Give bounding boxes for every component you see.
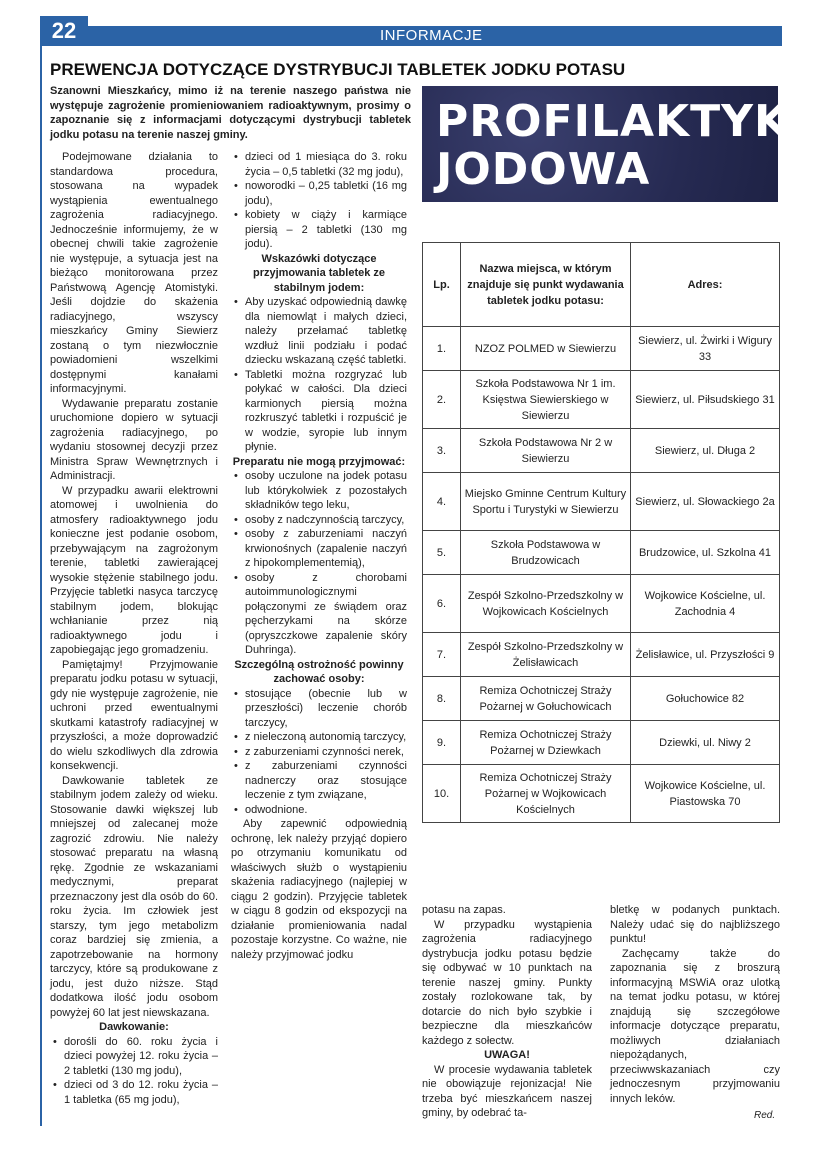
list-item: • z nieleczoną autonomią tarczycy,	[245, 730, 407, 745]
place-cell: NZOZ POLMED w Siewierzu	[461, 327, 631, 371]
banner-line-2: JODOWA	[436, 144, 651, 195]
table-row	[423, 765, 780, 823]
lp-cell: 10.	[423, 765, 461, 823]
paragraph: Dawkowanie tabletek ze stabilnym jodem zależy od wieku. Stosowanie dawki większej lub mniejszej od zalecanej może zagrozić zdrowiu. Nie należy stosować preparatu na własną rękę. Zgodnie ze wskazaniami medycznymi, preparat przeznaczony jest dla osób do 60. roku życia. Im człowiek jest starszy, tym jego metabolizm coraz bardziej się zmienia, a zapotrzebowanie na hormony tarczycy, które są produkowane z jodu, jest dużo niższe. Stąd dodatkowa ilość jodu osobom powyżej 60 lat jest niewskazana.	[50, 774, 218, 1019]
list-item: • z zaburzeniami czynności nerek,	[245, 745, 407, 760]
paragraph: Pamiętajmy! Przyjmowanie preparatu jodku potasu w sytuacji, gdy nie występuje zagrożenie, nie uchroni przed ewentualnymi skutkami katastrofy radiacyjnej w przyszłości, a może doprowadzić do wielu szkodliwych dla zdrowia konsekwencji.	[50, 658, 218, 772]
paragraph: Zachęcamy także do zapoznania się z broszurą informacyjną MSWiA oraz ulotką na temat jodku potasu, w której znajdują się szczegółowe informacje dotyczące preparatu, możliwych działaniach niepożądanych, przeciwwskazaniach czy jednoczesnym przyjmowaniu innych leków.	[610, 947, 780, 1105]
page-number: 22	[40, 16, 88, 46]
left-margin-rule	[40, 46, 42, 1126]
dosage-heading: Dawkowanie:	[99, 1021, 169, 1033]
lp-cell: 9.	[423, 721, 461, 765]
place-cell: Zespół Szkolno-Przedszkolny w Wojkowicach Kościelnych	[461, 575, 631, 633]
list-item: • z zaburzeniami czynności nadnerczy oraz stosujące leczenie z tym związane,	[245, 759, 407, 803]
paragraph: W przypadku awarii elektrowni atomowej i uwolnienia do atmosfery radioaktywnego jodu konieczne jest podanie osobom, przebywającym na zagrożonym terenie, tabletki zawierającej wysokie stężenie stabilnego jodu. Przyjęcie tabletki nasyca tarczycę stabilnym jodem, blokując wchłanianie przez nią radioaktywnego jodu i zapobiegając jego gromadzeniu.	[50, 484, 218, 656]
dosage-list	[50, 1035, 218, 1108]
table-row	[423, 575, 780, 633]
list-item: • kobiety w ciąży i karmiące piersią – 2 tabletki (130 mg jodu).	[245, 208, 407, 252]
place-cell: Szkoła Podstawowa Nr 2 w Siewierzu	[461, 429, 631, 473]
caution-heading: Szczególną ostrożność powinny zachować osoby:	[234, 658, 404, 685]
paragraph: Aby zapewnić odpowiednią ochronę, lek należy przyjąć dopiero po otrzymaniu komunikatu od właściwych służb o wystąpieniu skażenia radiacyjnego (najlepiej w ciągu 2 godzin). Przyjęcie tabletek w ciągu 8 godzin od ekspozycji na działanie promieniowania nadal pozostaje korzystne. Co ważne, nie należy przyjmować jodku	[231, 818, 407, 961]
place-cell: Remiza Ochotniczej Straży Pożarnej w Dziewkach	[461, 721, 631, 765]
address-cell: Siewierz, ul. Żwirki i Wigury 33	[631, 327, 780, 371]
address-cell: Brudzowice, ul. Szkolna 41	[631, 531, 780, 575]
list-item: • noworodki – 0,25 tabletki (16 mg jodu),	[245, 179, 407, 208]
lp-cell: 5.	[423, 531, 461, 575]
contraindications-list	[231, 469, 407, 658]
address-cell: Wojkowice Kościelne, ul. Piastowska 70	[631, 765, 780, 823]
lp-cell: 8.	[423, 677, 461, 721]
table-row	[423, 531, 780, 575]
lp-cell: 4.	[423, 473, 461, 531]
place-cell: Zespół Szkolno-Przedszkolny w Żelisławicach	[461, 633, 631, 677]
lp-cell: 7.	[423, 633, 461, 677]
paragraph: W przypadku wystąpienia zagrożenia radiacyjnego dystrybucja jodku potasu będzie się odbywać w 10 punktach na terenie naszej gminy. Punkty zostały rozlokowane tak, by dotarcie do nich było szybkie i bezpieczne dla mieszkańców każdego z sołectw.	[422, 918, 592, 1047]
list-item: • osoby uczulone na jodek potasu lub którykolwiek z pozostałych składników tego leku,	[245, 469, 407, 513]
lp-cell: 6.	[423, 575, 461, 633]
list-item: • Tabletki można rozgryzać lub połykać w całości. Dla dzieci karmionych piersią można rozkruszyć tabletki i rozpuścić je w wodzie, syropie lub innym płynie.	[245, 368, 407, 455]
address-cell: Siewierz, ul. Piłsudskiego 31	[631, 371, 780, 429]
place-cell: Szkoła Podstawowa Nr 1 im. Księstwa Siewierskiego w Siewierzu	[461, 371, 631, 429]
warning-heading: UWAGA!	[484, 1049, 530, 1061]
list-item: • osoby z zaburzeniami naczyń krwionośnych (zapalenie naczyń z hipokomplementemią),	[245, 527, 407, 571]
table-row	[423, 327, 780, 371]
list-item: • osoby z chorobami autoimmunologicznymi połączonymi ze świądem oraz pęcherzykami na skórze (opryszczkowe zapalenie skóry Duhringa).	[245, 571, 407, 658]
list-item: • dzieci od 1 miesiąca do 3. roku życia – 0,5 tabletki (32 mg jodu),	[245, 150, 407, 179]
header-lp: Lp.	[423, 243, 461, 327]
paragraph: potasu na zapas.	[422, 904, 506, 916]
guidelines-heading: Wskazówki dotyczące przyjmowania tabletek ze stabilnym jodem:	[252, 252, 386, 294]
article-column-1	[50, 150, 218, 1107]
table-row	[423, 677, 780, 721]
table-row	[423, 473, 780, 531]
article-lead: Szanowni Mieszkańcy, mimo iż na terenie naszego państwa nie występuje zagrożenie promieniowaniem radioaktywnym, prosimy o zapoznanie się z informacjami dotyczącymi dystrybucji tabletek jodku potasu na terenie naszej gminy.	[50, 85, 411, 141]
place-cell: Szkoła Podstawowa w Brudzowicach	[461, 531, 631, 575]
table-row	[423, 633, 780, 677]
paragraph: Podejmowane działania to standardowa procedura, stosowana na wypadek wystąpienia ewentualnego zagrożenia radiacyjnego. Jednocześnie informujemy, że w obecnej chwili takie zagrożenie nie występuje, a sytuacja jest na bieżąco monitorowana przez Państwową Agencję Atomistyki. Jeśli dojdzie do skażenia radiacyjnego, wszyscy mieszkańcy Gminy Siewierz zostaną o tym niezwłocznie powiadomieni wszelkimi dostępnymi kanałami informacyjnymi.	[50, 151, 218, 395]
address-cell: Żelisławice, ul. Przyszłości 9	[631, 633, 780, 677]
lp-cell: 1.	[423, 327, 461, 371]
list-item: • dorośli do 60. roku życia i dzieci powyżej 12. roku życia – 2 tabletki (130 mg jodu),	[64, 1035, 218, 1079]
profilaktyka-banner	[422, 86, 825, 202]
header-place: Nazwa miejsca, w którym znajduje się punkt wydawania tabletek jodku potasu:	[461, 243, 631, 327]
place-cell: Remiza Ochotniczej Straży Pożarnej w Wojkowicach Kościelnych	[461, 765, 631, 823]
paragraph: W procesie wydawania tabletek nie obowiązuje rejonizacja! Nie trzeba być mieszkańcem naszej gminy, by odebrać ta-	[422, 1063, 592, 1119]
place-cell: Remiza Ochotniczej Straży Pożarnej w Gołuchowicach	[461, 677, 631, 721]
list-item: • osoby z nadczynnością tarczycy,	[245, 513, 407, 528]
list-item: • Aby uzyskać odpowiednią dawkę dla niemowląt i małych dzieci, należy przełamać tabletkę wzdłuż linii podziału i podać dziecku wskazaną część tabletki.	[245, 295, 407, 368]
paragraph: bletkę w podanych punktach. Należy udać się do najbliższego punktu!	[610, 904, 780, 945]
article-column-3	[422, 903, 592, 1121]
banner-line-1: PROFILAKTYKA	[436, 96, 825, 147]
distribution-points-table	[422, 242, 780, 823]
guidelines-list	[231, 295, 407, 455]
article-title: PREWENCJA DOTYCZĄCE DYSTRYBUCJI TABLETEK JODKU POTASU	[50, 60, 626, 79]
article-column-2	[231, 150, 407, 962]
address-cell: Dziewki, ul. Niwy 2	[631, 721, 780, 765]
dosage-list-continued	[231, 150, 407, 252]
address-cell: Gołuchowice 82	[631, 677, 780, 721]
list-item: • odwodnione.	[245, 803, 407, 818]
address-cell: Wojkowice Kościelne, ul. Zachodnia 4	[631, 575, 780, 633]
article-column-4	[610, 903, 780, 1106]
place-cell: Miejsko Gminne Centrum Kultury Sportu i Turystyki w Siewierzu	[461, 473, 631, 531]
contraindications-heading: Preparatu nie mogą przyjmować:	[232, 455, 406, 468]
table-row	[423, 371, 780, 429]
address-cell: Siewierz, ul. Słowackiego 2a	[631, 473, 780, 531]
address-cell: Siewierz, ul. Długa 2	[631, 429, 780, 473]
table-header-row	[423, 243, 780, 327]
editorial-signature: Red.	[754, 1110, 776, 1121]
paragraph: Wydawanie preparatu zostanie uruchomione dopiero w sytuacji zagrożenia radiacyjnego, po wydaniu stosownej decyzji przez Ministra Spraw Wewnętrznych i Administracji.	[50, 397, 218, 482]
list-item: • dzieci od 3 do 12. roku życia – 1 tabletka (65 mg jodu),	[64, 1078, 218, 1107]
section-title: INFORMACJE	[380, 27, 483, 44]
list-item: • stosujące (obecnie lub w przeszłości) leczenie chorób tarczycy,	[245, 687, 407, 731]
lp-cell: 2.	[423, 371, 461, 429]
caution-list	[231, 687, 407, 818]
lp-cell: 3.	[423, 429, 461, 473]
header-address: Adres:	[631, 243, 780, 327]
table-row	[423, 721, 780, 765]
table-row	[423, 429, 780, 473]
